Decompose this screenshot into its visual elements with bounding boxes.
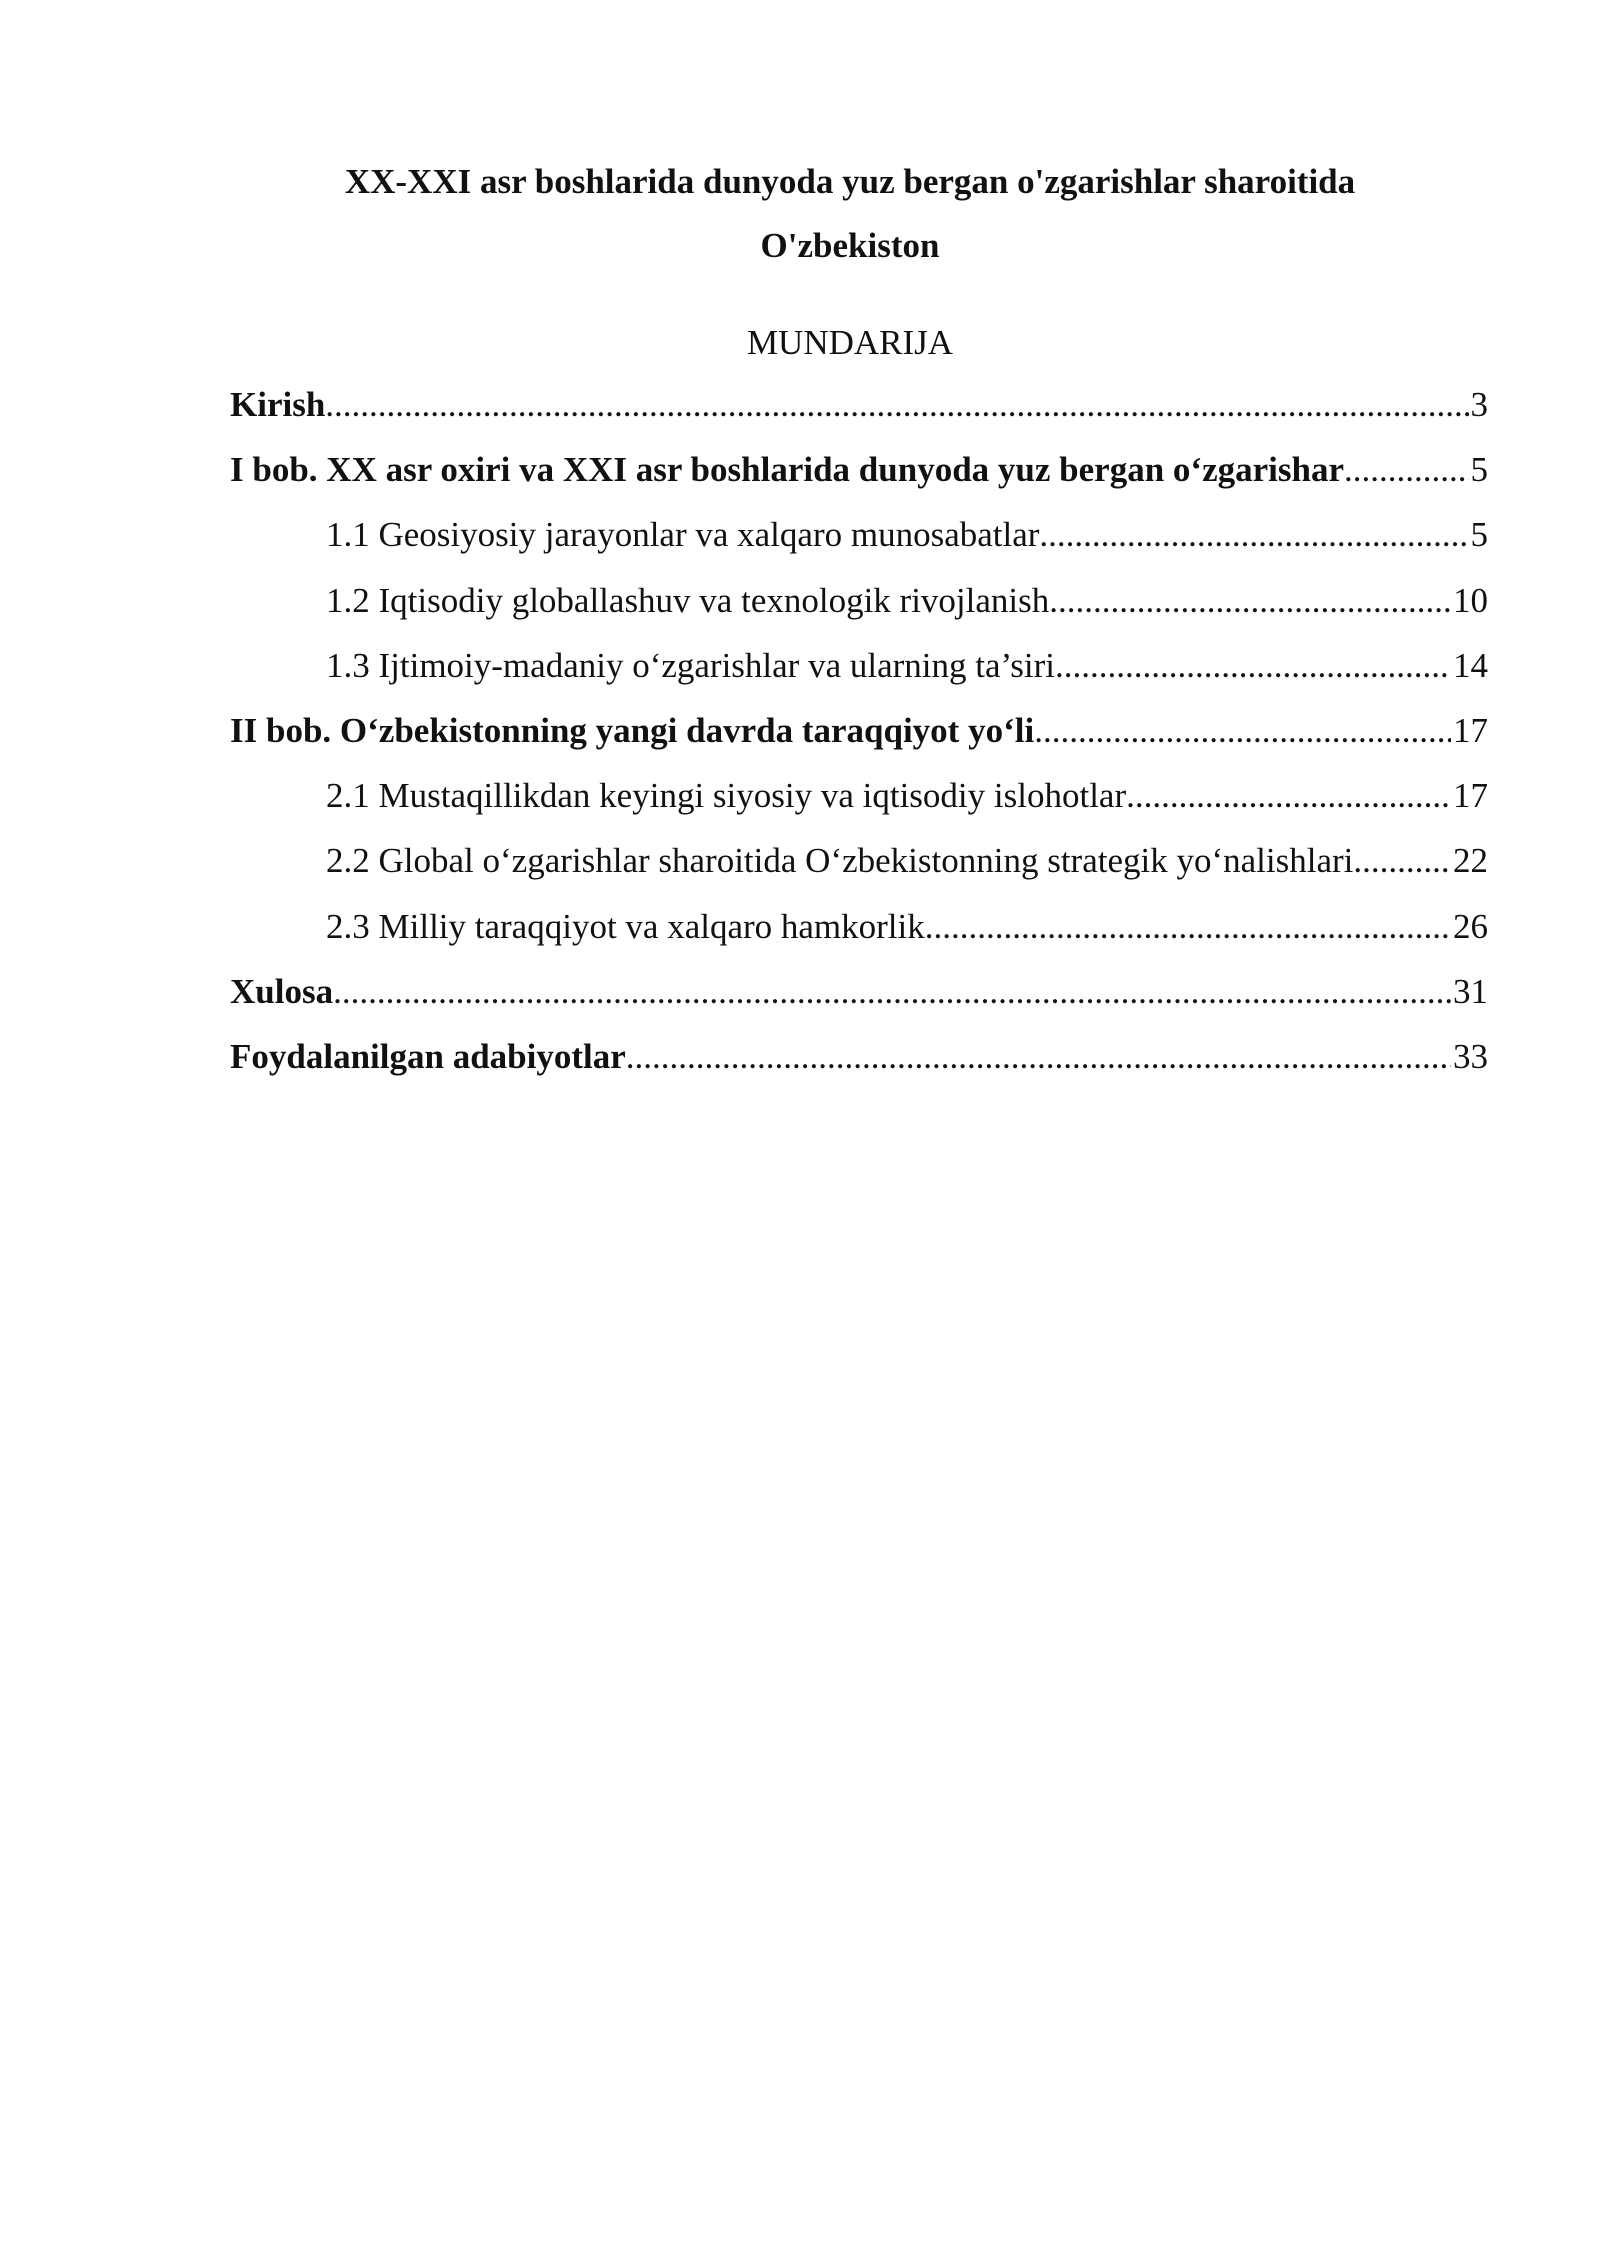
toc-page-number: 31 xyxy=(1453,971,1488,1011)
document-title-line-2: O'zbekiston xyxy=(760,226,940,265)
table-of-contents xyxy=(230,380,1488,1097)
toc-entry-section-1-1 xyxy=(230,510,1488,575)
toc-dot-leader xyxy=(626,1032,1451,1082)
toc-entry-section-2-3 xyxy=(230,902,1488,967)
toc-dot-leader xyxy=(1344,445,1469,495)
toc-entry-title: 2.2 Global o‘zgarishlar sharoitida O‘zbekistonning strategik yo‘nalishlari. xyxy=(326,841,1363,881)
toc-dot-leader xyxy=(333,967,1451,1017)
toc-entry-section-2-1 xyxy=(230,771,1488,836)
toc-dot-leader xyxy=(1034,706,1451,756)
toc-entry-section-1-2 xyxy=(230,576,1488,641)
toc-entry-title: Kirish xyxy=(230,385,326,424)
toc-page-number: 5 xyxy=(1470,450,1488,490)
toc-entry-title: Foydalanilgan adabiyotlar xyxy=(230,1036,626,1076)
toc-entry-kirish xyxy=(230,380,1488,445)
toc-entry-title: II bob. O‘zbekistonning yangi davrda taraqqiyot yo‘li xyxy=(230,710,1035,750)
toc-page-number: 26 xyxy=(1453,906,1488,946)
toc-page-number: 17 xyxy=(1453,776,1488,816)
toc-entry-section-1-3 xyxy=(230,641,1488,706)
toc-dot-leader xyxy=(1039,510,1468,560)
toc-entry-title: 1.3 Ijtimoiy-madaniy o‘zgarishlar va ularning ta’siri xyxy=(326,645,1055,685)
toc-heading: MUNDARIJA xyxy=(746,323,954,362)
document-title-line-1: XX-XXI asr boshlarida dunyoda yuz bergan o'zgarishlar sharoitida xyxy=(344,162,1356,201)
toc-page-number: 17 xyxy=(1453,710,1488,750)
document-title xyxy=(230,150,1470,278)
toc-page-number: 14 xyxy=(1453,645,1488,685)
toc-page-number: 3 xyxy=(1470,385,1488,424)
toc-page-number: 5 xyxy=(1470,515,1488,555)
toc-entry-title: 2.1 Mustaqillikdan keyingi siyosiy va iqtisodiy islohotlar xyxy=(326,776,1127,816)
toc-dot-leader xyxy=(325,380,1468,430)
toc-entry-xulosa xyxy=(230,967,1488,1032)
toc-entry-title: 2.3 Milliy taraqqiyot va xalqaro hamkorlik xyxy=(326,906,925,946)
toc-entry-title: 1.2 Iqtisodiy globallashuv va texnologik rivojlanish xyxy=(326,580,1050,620)
toc-dot-leader xyxy=(925,902,1451,952)
toc-dot-leader xyxy=(1049,576,1451,626)
toc-entry-section-2-2 xyxy=(230,836,1488,901)
toc-dot-leader xyxy=(1362,836,1451,886)
toc-page-number: 22 xyxy=(1453,841,1488,881)
toc-entry-title: 1.1 Geosiyosiy jarayonlar va xalqaro munosabatlar xyxy=(326,515,1040,555)
toc-entry-references xyxy=(230,1032,1488,1097)
toc-entry-chapter-2 xyxy=(230,706,1488,771)
toc-entry-title: I bob. XX asr oxiri va XXI asr boshlarida dunyoda yuz bergan o‘zgarishar xyxy=(230,450,1344,490)
toc-entry-chapter-1 xyxy=(230,445,1488,510)
toc-page-number: 33 xyxy=(1453,1036,1488,1076)
toc-entry-title: Xulosa xyxy=(230,971,334,1011)
toc-dot-leader xyxy=(1126,771,1451,821)
toc-dot-leader xyxy=(1055,641,1451,691)
toc-page-number: 10 xyxy=(1453,580,1488,620)
